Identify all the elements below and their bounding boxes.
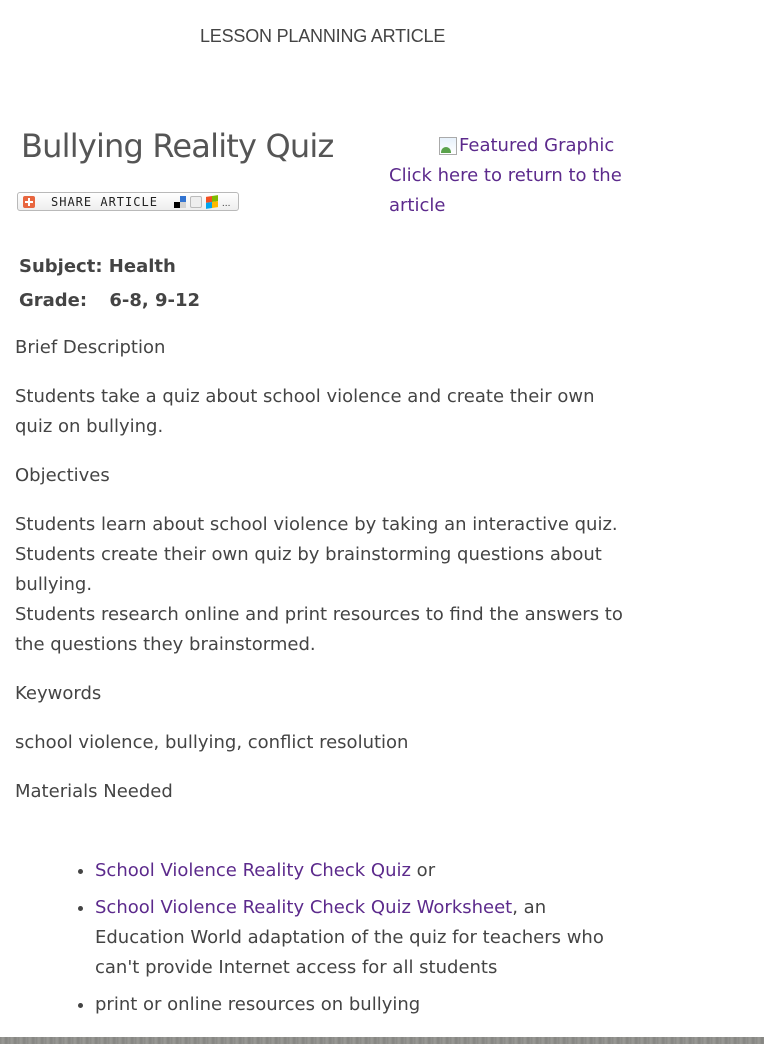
- grade-label: Grade:: [19, 290, 88, 311]
- section-label: LESSON PLANNING ARTICLE: [200, 26, 446, 46]
- list-item-text: or: [410, 860, 436, 881]
- page-title: Bullying Reality Quiz: [21, 127, 334, 165]
- brief-description-heading: Brief Description: [15, 337, 166, 358]
- more-icon: ...: [221, 198, 231, 209]
- return-to-article-link[interactable]: Click here to return to the article: [389, 165, 622, 216]
- digg-icon: [190, 196, 202, 208]
- list-item: [95, 856, 625, 886]
- windows-live-icon: [206, 195, 218, 209]
- subject-row: [19, 250, 200, 284]
- share-article-button[interactable]: [17, 192, 239, 211]
- subject-value: Health: [108, 256, 176, 277]
- lesson-meta: [19, 250, 200, 318]
- broken-image-icon: [439, 137, 457, 155]
- subject-label: Subject:: [19, 256, 103, 277]
- list-item-text: , an Education World adaptation of the quiz for teachers who can't provide Internet access for all students: [95, 897, 604, 978]
- featured-graphic[interactable]: [389, 131, 629, 161]
- keywords-text: school violence, bullying, conflict resolution: [15, 732, 409, 753]
- featured-graphic-block: [389, 131, 629, 221]
- share-service-icons: [174, 194, 231, 210]
- quiz-worksheet-link[interactable]: School Violence Reality Check Quiz Worksheet: [95, 897, 513, 918]
- grade-row: [19, 284, 200, 318]
- featured-graphic-alt: Featured Graphic: [459, 135, 615, 156]
- objective-item: Students create their own quiz by brainstorming questions about bullying.: [15, 544, 602, 595]
- objective-item: Students research online and print resources to find the answers to the questions they brainstormed.: [15, 604, 623, 655]
- share-article-label: SHARE ARTICLE: [51, 194, 158, 209]
- spacer: [15, 807, 625, 856]
- quiz-link[interactable]: School Violence Reality Check Quiz: [95, 860, 411, 881]
- grade-value: 6-8, 9-12: [109, 290, 201, 311]
- delicious-icon: [174, 196, 186, 208]
- keywords-heading: Keywords: [15, 683, 102, 704]
- footer-band: [0, 1037, 764, 1044]
- list-item: [95, 990, 625, 1020]
- materials-heading: Materials Needed: [15, 781, 173, 802]
- objective-item: Students learn about school violence by taking an interactive quiz.: [15, 514, 618, 535]
- article-body: [15, 333, 625, 1027]
- materials-list: [15, 856, 625, 1020]
- objectives-heading: Objectives: [15, 465, 110, 486]
- list-item-text: print or online resources on bullying: [95, 994, 421, 1015]
- brief-description-text: Students take a quiz about school violence and create their own quiz on bullying.: [15, 386, 595, 437]
- plus-icon: [23, 196, 35, 208]
- list-item: [95, 893, 625, 983]
- objectives-text: [15, 510, 625, 660]
